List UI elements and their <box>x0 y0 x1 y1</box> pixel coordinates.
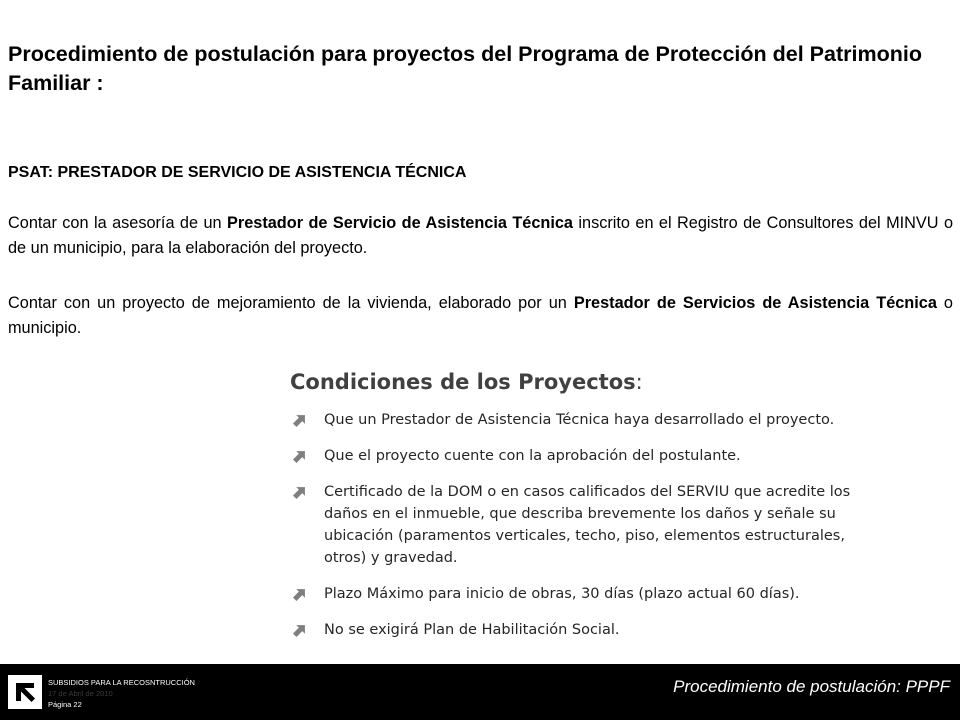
page-title: Procedimiento de postulación para proyectos del Programa de Protección del Patrimonio Familiar : <box>8 42 922 95</box>
list-item <box>290 409 890 431</box>
conditions-title <box>290 368 890 396</box>
logo-arrow-icon <box>8 675 42 709</box>
arrow-up-right-icon <box>293 588 306 601</box>
condition-text: Plazo Máximo para inicio de obras, 30 días (plazo actual 60 días). <box>324 586 800 602</box>
paragraph-text: Contar con la asesoría de un <box>8 214 228 232</box>
footer-info <box>48 677 195 710</box>
arrow-up-right-icon <box>293 414 306 427</box>
conditions-list <box>290 409 890 641</box>
footer-date: 17 de Abril de 2010 <box>48 689 113 698</box>
list-item <box>290 481 890 569</box>
paragraph-bold-text: Prestador de Servicios de Asistencia Técnica <box>573 294 937 312</box>
conditions-title-colon: : <box>635 370 643 394</box>
condition-text: Que el proyecto cuente con la aprobación del postulante. <box>324 448 741 464</box>
conditions-title-text: Condiciones de los Proyectos <box>290 370 636 394</box>
condition-text: Certificado de la DOM o en casos calificados del SERVIU que acredite los daños en el inmueble, que describa brevemente los daños y señale su ubicación (paramentos verticales, techo, piso, elementos estructurales, otros) y gravedad. <box>324 484 851 566</box>
paragraph-bold-text: Prestador de Servicio de Asistencia Técnica <box>227 214 573 232</box>
paragraph-asesoria <box>8 211 953 261</box>
paragraph-text: Contar con un proyecto de mejoramiento de la vivienda, elaborado por un <box>8 294 574 312</box>
section-subtitle: PSAT: PRESTADOR DE SERVICIO DE ASISTENCIA TÉCNICA <box>8 164 467 181</box>
footer-bar <box>0 664 960 720</box>
condition-text: No se exigirá Plan de Habilitación Social. <box>324 622 620 638</box>
list-item <box>290 445 890 467</box>
condition-text: Que un Prestador de Asistencia Técnica haya desarrollado el proyecto. <box>324 412 835 428</box>
footer-section-label: Procedimiento de postulación: PPPF <box>673 677 950 696</box>
arrow-up-right-icon <box>293 450 306 463</box>
list-item <box>290 583 890 605</box>
arrow-up-right-icon <box>293 624 306 637</box>
paragraph-text: o municipio. <box>8 294 953 337</box>
footer-program-label: SUBSIDIOS PARA LA RECOSNTRUCCIÓN <box>48 678 195 687</box>
conditions-box <box>290 368 890 655</box>
paragraph-proyecto <box>8 291 953 341</box>
footer-page-number: Página 22 <box>48 700 82 709</box>
list-item <box>290 619 890 641</box>
paragraph-text: inscrito en el Registro de Consultores del MINVU o de un municipio, para la elaboración del proyecto. <box>8 214 954 257</box>
arrow-up-right-icon <box>293 486 306 499</box>
